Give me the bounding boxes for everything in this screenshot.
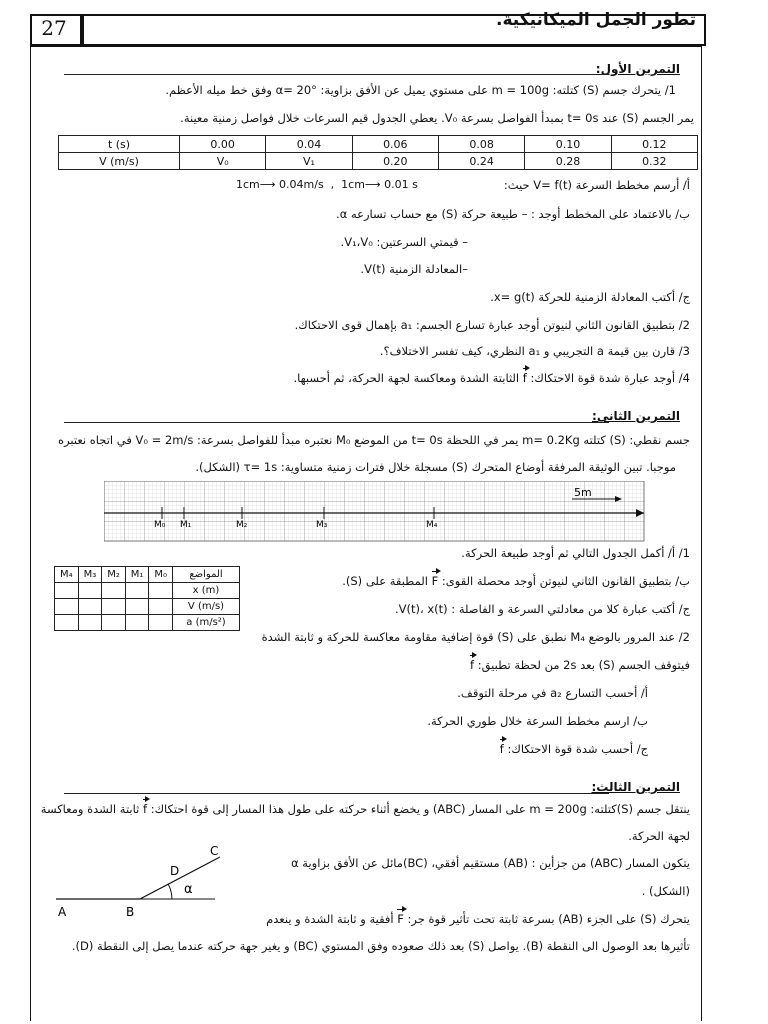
- table-cell: [78, 583, 102, 599]
- table-cell: V₁: [266, 153, 352, 170]
- angle-arc: [168, 884, 172, 899]
- ex1-line9: 3/ قارن بين قيمة a التجريبي و a₁ النظري، كيف تفسر الاختلاف؟.: [379, 344, 690, 358]
- ex3-line3: يتكون المسار (ABC) من جزأين : (AB) مستقيم أفقي، (BC)مائل عن الأفق بزاوية α: [291, 856, 690, 870]
- ex3-line2: لجهة الحركة.: [628, 829, 690, 843]
- table-cell: [102, 599, 126, 615]
- ex1-line7: ج/ أكتب المعادلة الزمنية للحركة x= g(t).: [490, 290, 690, 304]
- table-cell: [149, 615, 173, 631]
- point-label: M₂: [236, 520, 248, 530]
- ex3-line1: [41, 802, 690, 816]
- force-vector-F: F: [397, 912, 404, 926]
- table-row-label: a (m/s²): [173, 615, 240, 631]
- ex2-q3: ج/ أكتب عبارة كلا من معادلتي السرعة و الفاصلة : V(t)، x(t).: [394, 602, 690, 616]
- table-row: [55, 599, 240, 615]
- table-cell: V (m/s): [59, 153, 180, 170]
- ex1-line10-b: الثابتة الشدة ومعاكسة لجهة الحركة، ثم أحسبها.: [293, 371, 520, 385]
- table-cell: V₀: [180, 153, 266, 170]
- table-cell: [102, 615, 126, 631]
- table-cell: 0.00: [180, 136, 266, 153]
- ex3-title-rule: [64, 793, 609, 794]
- ex2-line1: جسم نقطي: (S) كتلته m= 0.2Kg يمر في اللحظة t= 0s من الموضع M₀ نعتبره مبدأ للفواصل بسرعة: V₀ = 2m/s في اتجاه نعتبره: [58, 433, 690, 447]
- ex3-line5: [266, 912, 690, 926]
- ex2-q2-b: المطبقة على (S).: [342, 574, 428, 588]
- table-cell: 0.20: [352, 153, 438, 170]
- ex2-q2-a: ب/ بتطبيق القانون الثاني لنيوتن أوجد محصلة القوى:: [441, 574, 690, 588]
- point-label: M₁: [180, 520, 192, 530]
- table-row-label: V (m/s): [173, 599, 240, 615]
- ex1-data-table: [58, 135, 698, 170]
- table-row: [55, 583, 240, 599]
- ex1-line1: 1/ يتحرك جسم (S) كتلته: m = 100g على مستوي يميل عن الأفق بزاوية: α= 20° وفق خط ميله الأعظم.: [165, 83, 676, 97]
- ex3-track-figure: [50, 842, 240, 924]
- table-cell: 0.06: [352, 136, 438, 153]
- ex1-title-rule: [64, 74, 609, 75]
- ex2-q4: 2/ عند المرور بالوضع M₄ نطبق على (S) قوة إضافية مقاومة معاكسة للحركة و ثابتة الشدة: [261, 630, 690, 644]
- table-header-cell: M₀: [149, 567, 173, 583]
- point-label: M₃: [316, 520, 328, 530]
- table-cell: [78, 599, 102, 615]
- ex2-q1: 1/ أ/ أكمل الجدول التالي ثم أوجد طبيعة الحركة.: [461, 546, 690, 560]
- ex3-line1-a: ينتقل جسم (S)كتلته: m = 200g على المسار (ABC) و يخضع أثناء حركته على طول هذا المسار إلى قوة احتكاك:: [150, 802, 690, 816]
- point-label: M₀: [154, 520, 166, 530]
- point-label: M₄: [426, 520, 438, 530]
- friction-vector-f: f: [499, 742, 504, 756]
- ex1-line8: 2/ بتطبيق القانون الثاني لنيوتن أوجد عبارة تسارع الجسم: a₁ بإهمال قوى الاحتكاك.: [294, 318, 690, 332]
- table-cell: [149, 583, 173, 599]
- graph-paper: [104, 481, 644, 541]
- ex2-q8-a: ج/ أحسب شدة قوة الاحتكاك:: [507, 742, 648, 756]
- table-header-cell: M₂: [102, 567, 126, 583]
- table-header-cell: M₃: [78, 567, 102, 583]
- table-cell: [102, 583, 126, 599]
- ex2-positions-table: [54, 566, 240, 631]
- label-C: C: [210, 844, 219, 858]
- page-title: تطور الجمل الميكانيكية.: [496, 10, 696, 30]
- table-cell: 0.08: [438, 136, 524, 153]
- table-cell: [125, 599, 149, 615]
- table-cell: 0.28: [525, 153, 611, 170]
- ex1-line10: [293, 371, 690, 385]
- table-cell: 0.24: [438, 153, 524, 170]
- table-cell: [55, 599, 79, 615]
- ex3-line5-b: أفقية و ثابتة الشدة و ينعدم: [266, 912, 394, 926]
- table-cell: [125, 615, 149, 631]
- friction-vector-f: f: [469, 658, 475, 672]
- ex2-title-rule: [64, 422, 609, 423]
- ex1-line2: يمر الجسم (S) عند t= 0s بمبدأ الفواصل بسرعة V₀. يعطي الجدول قيم السرعات خلال فواصل زمنية معينة.: [180, 111, 694, 125]
- track-BC: [140, 857, 220, 899]
- ex2-trajectory-figure: [104, 481, 648, 543]
- friction-vector-f: f: [522, 371, 527, 385]
- table-cell: 0.32: [611, 153, 697, 170]
- ex2-q6: أ/ أحسب التسارع a₂ في مرحلة التوقف.: [457, 686, 648, 700]
- ex2-q2: [342, 574, 690, 588]
- table-row: [55, 567, 240, 583]
- table-cell: [149, 599, 173, 615]
- ex3-line6: تأثيرها بعد الوصول الى النقطة (B). يواصل (S) بعد ذلك صعوده وفق المستوي (BC) و يغير جهة حركته عندما يصل إلى النقطة (D).: [71, 939, 690, 953]
- friction-vector-f: f: [142, 802, 148, 816]
- table-cell: [55, 583, 79, 599]
- table-header-cell: المواضع: [173, 567, 240, 583]
- ex1-line10-a: 4/ أوجد عبارة شدة قوة الاحتكاك:: [530, 371, 690, 385]
- label-A: A: [58, 905, 67, 919]
- ex1-title: التمرين الأول:: [595, 62, 680, 76]
- ex3-line5-a: يتحرك (S) على الجزء (AB) بسرعة ثابتة تحت تأثير قوة جر:: [407, 912, 690, 926]
- ex3-line4: (الشكل) .: [641, 884, 690, 898]
- ex3-line1-b: ثابتة الشدة ومعاكسة: [40, 802, 140, 816]
- ex1-line3: أ/ أرسم مخطط السرعة V= f(t) حيث:: [503, 178, 690, 192]
- ex2-line2: موجبا. تبين الوثيقة المرفقة أوضاع المتحرك (S) مسجلة خلال فترات زمنية متساوية: τ= 1s (الشكل).: [195, 460, 676, 474]
- ex1-line5: – قيمتي السرعتين: V₁،V₀.: [340, 235, 468, 249]
- table-cell: [125, 583, 149, 599]
- ex2-q5: [470, 658, 690, 672]
- ex2-q5-a: فيتوقف الجسم (S) بعد 2s من لحظة تطبيق:: [477, 658, 690, 672]
- ex1-line4: ب/ بالاعتماد على المخطط أوجد : – طبيعة حركة (S) مع حساب تسارعه α.: [336, 207, 690, 221]
- label-B: B: [126, 905, 135, 919]
- ex1-line6: –المعادلة الزمنية V(t).: [360, 262, 468, 276]
- table-row: [55, 615, 240, 631]
- table-row: [59, 136, 698, 153]
- table-header-cell: M₄: [55, 567, 79, 583]
- ex2-q7: ب/ ارسم مخطط السرعة خلال طوري الحركة.: [427, 714, 648, 728]
- force-vector-F: F: [431, 574, 439, 588]
- ex2-q8: [500, 742, 648, 756]
- label-alpha: α: [184, 882, 193, 897]
- ex1-scale: 1cm⟶ 0.04m/s , 1cm⟶ 0.01 s: [236, 178, 418, 191]
- table-row-label: x (m): [173, 583, 240, 599]
- table-cell: [78, 615, 102, 631]
- table-cell: 0.12: [611, 136, 697, 153]
- scale-label: 5m: [574, 486, 592, 499]
- ex3-title: التمرين الثالث:: [591, 780, 680, 794]
- table-header-cell: M₁: [125, 567, 149, 583]
- ex2-title: التمرين الثاني:: [592, 409, 680, 423]
- label-D: D: [170, 864, 180, 878]
- table-cell: t (s): [59, 136, 180, 153]
- table-cell: 0.10: [525, 136, 611, 153]
- table-cell: [55, 615, 79, 631]
- table-row: [59, 153, 698, 170]
- page-number: 27: [41, 16, 67, 40]
- table-cell: 0.04: [266, 136, 352, 153]
